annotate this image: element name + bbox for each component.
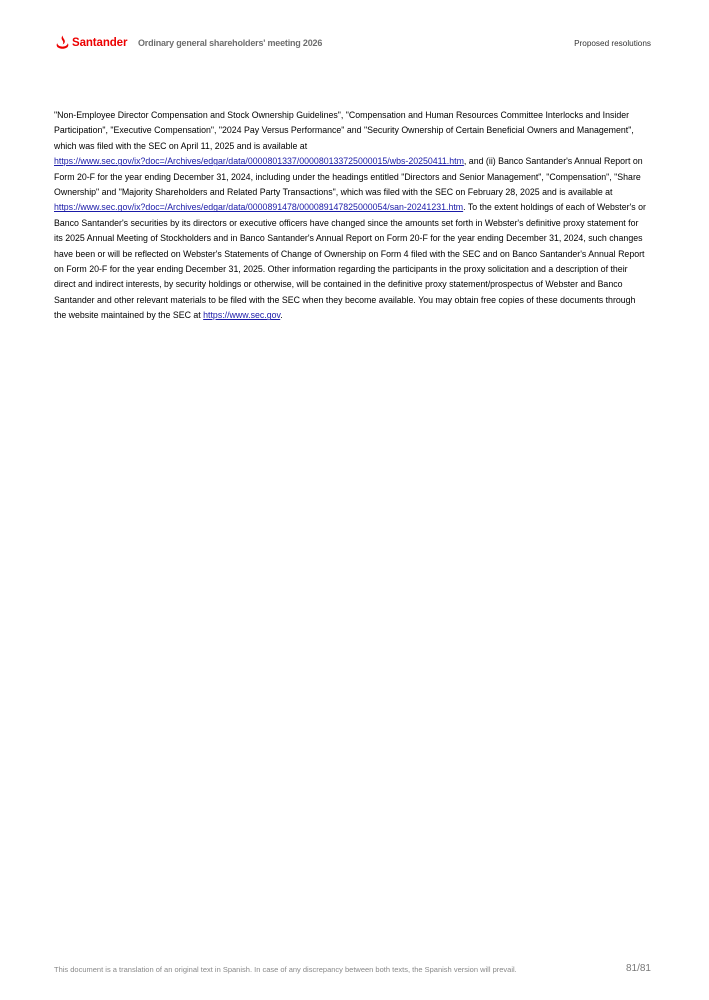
body-paragraph xyxy=(54,108,646,324)
santander-logo xyxy=(56,35,127,50)
body-text-part3: . To the extent holdings of each of Webster's or Banco Santander's securities by its directors or executive officers have changed since the amounts set forth in Webster's definitive proxy statement for its 2025 Annual Meeting of Stockholders and in Banco Santander's Annual Report on Form 20-F for the year ending December 31, 2024, such changes have been or will be reflected on Webster's Statements of Change of Ownership on Form 4 filed with the SEC and on Banco Santander's Annual Report on Form 20-F for the year ending December 31, 2025. Other information regarding the participants in the proxy solicitation and a description of their direct and indirect interests, by security holdings or otherwise, will be contained in the definitive proxy statement/prospectus of Webster and Banco Santander and other relevant materials to be filed with the SEC when they become available. You may obtain free copies of these documents through the website maintained by the SEC at xyxy=(54,202,646,321)
page-footer xyxy=(0,960,709,980)
section-title: Proposed resolutions xyxy=(574,39,651,48)
body-text-part2: , and (ii) Banco Santander's Annual Report on Form 20-F for the year ending December 31, 2024, including under the headings entitled "Directors and Senior Management", "Compensation", "Share Ownership" and "Majority Shareholders and Related Party Transactions", which was filed with the SEC on February 28, 2025 and is available at xyxy=(54,156,643,198)
sec-link-webster-proxy[interactable]: https://www.sec.gov/ix?doc=/Archives/edgar/data/0000801337/000080133725000015/wbs-20250411.htm xyxy=(54,156,464,167)
sec-link-home[interactable]: https://www.sec.gov xyxy=(203,310,281,321)
document-body xyxy=(54,108,646,324)
santander-flame-icon xyxy=(56,35,69,50)
body-text-part1: "Non-Employee Director Compensation and Stock Ownership Guidelines", "Compensation and Human Resources Committee Interlocks and Insider Participation", "Executive Compensation", "2024 Pay Versus Performance" and "Security Ownership of Certain Beneficial Owners and Management", which was filed with the SEC on April 11, 2025 and is available at xyxy=(54,110,634,151)
page-number: 81/81 xyxy=(625,963,651,974)
page-header xyxy=(0,0,709,60)
translation-disclaimer: This document is a translation of an original text in Spanish. In case of any discrepancy between both texts, the Spanish version will prevail. xyxy=(54,965,517,974)
meeting-title: Ordinary general shareholders' meeting 2026 xyxy=(138,38,323,48)
body-text-part4: . xyxy=(280,310,283,321)
brand-name: Santander xyxy=(72,36,128,49)
sec-link-santander-20f[interactable]: https://www.sec.gov/ix?doc=/Archives/edgar/data/0000891478/000089147825000054/san-20241231.htm xyxy=(54,202,464,213)
